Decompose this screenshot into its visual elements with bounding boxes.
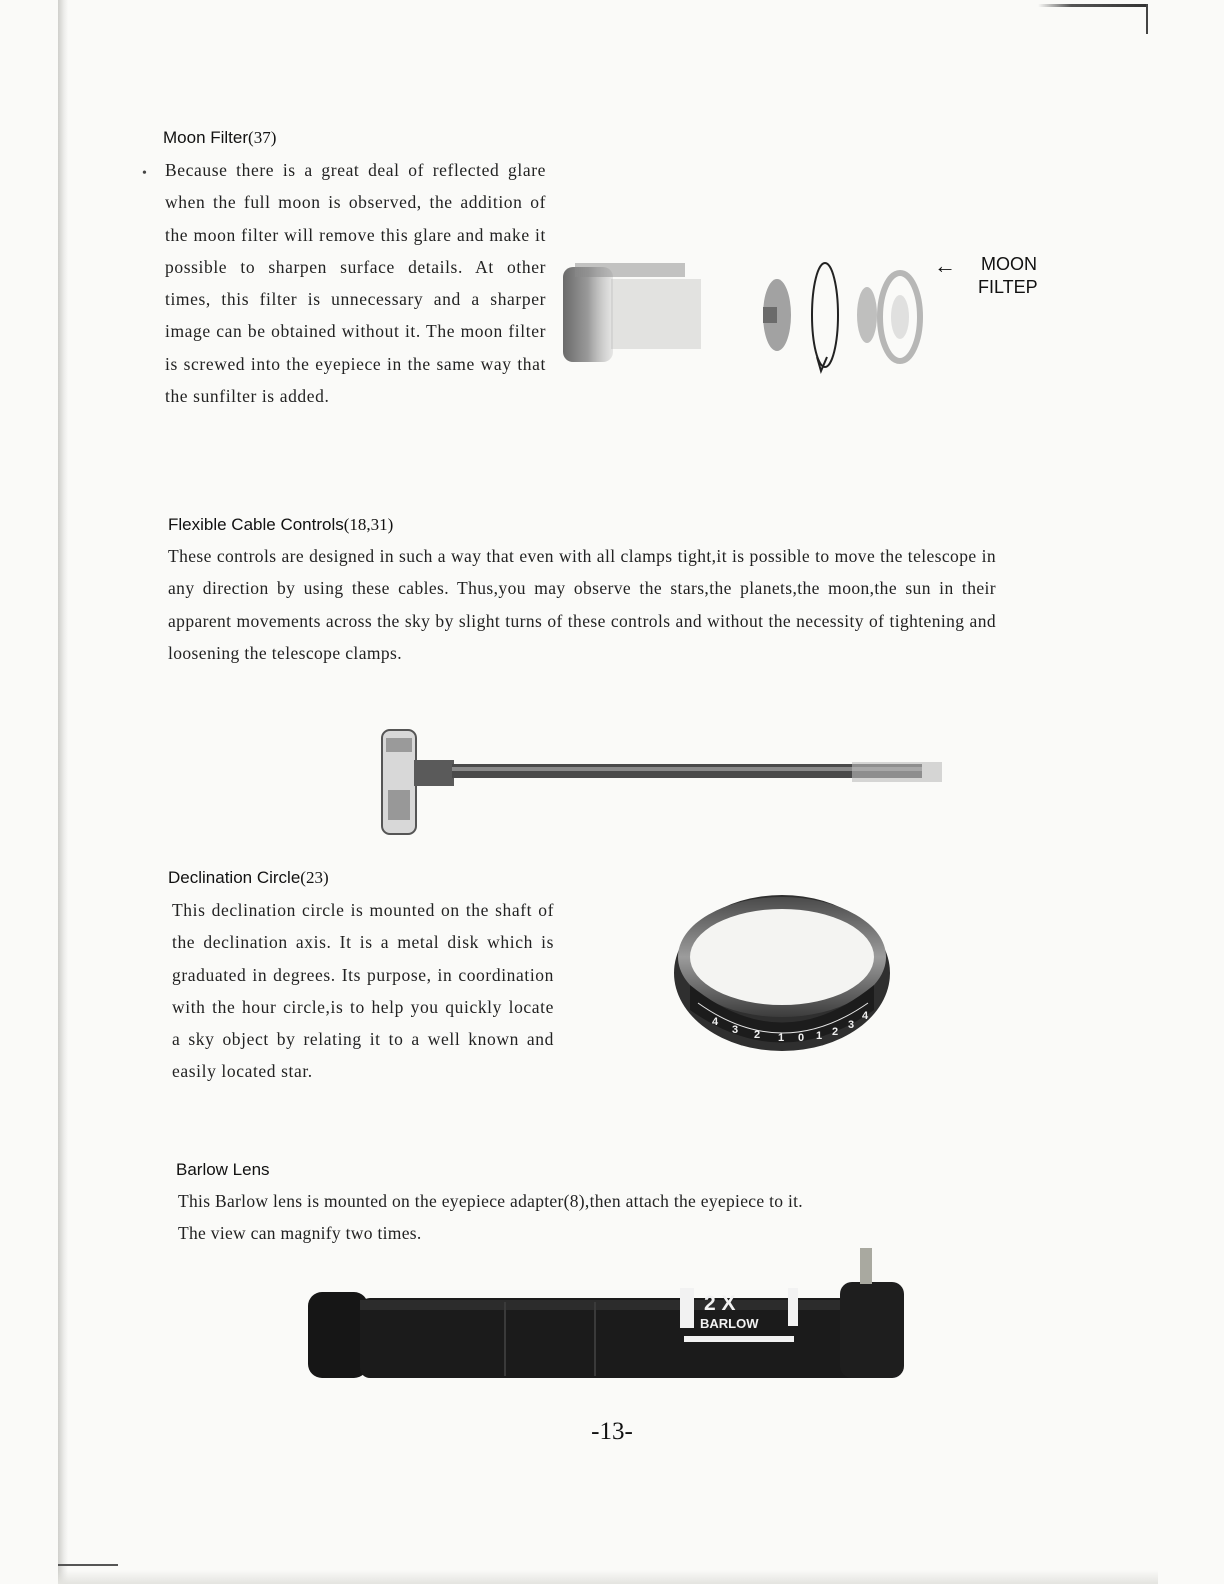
moon-filter-paragraph: Because there is a great deal of reflected glare when the full moon is observed, the addition of the moon filter will remove this glare and make it possible to sharpen surface details. At other times, this filter is unnecessary and a sharper image can be obtained without it. The moon filter is screwed into the eyepiece in the same way that the sunfilter is added.: [165, 160, 546, 407]
cable-shaft: [452, 762, 942, 782]
rotation-arrow: [812, 263, 838, 371]
filter-cell: [763, 279, 791, 351]
moon-filter-illustration: [555, 245, 945, 385]
cable-controls-ref: (18,31): [343, 515, 394, 534]
declination-title: Declination Circle: [168, 868, 301, 887]
declination-circle-illustration: [668, 885, 898, 1060]
scale-digit: 3: [732, 1024, 739, 1036]
barlow-title: Barlow Lens: [176, 1160, 270, 1179]
cable-controls-paragraph: These controls are designed in such a way that even with all clamps tight,it is possible to move the telescope in any direction by using these cables. Thus,you may observe the stars,the planets,the moon,the sun in their apparent movements across the sky by slight turns of these controls and without the necessity of tightening and loosening the telescope clamps.: [168, 546, 996, 663]
scale-digit: 0: [798, 1032, 805, 1044]
barlow-line-1: This Barlow lens is mounted on the eyepiece adapter(8),then attach the eyepiece to it.: [178, 1191, 803, 1211]
moon-filter-title: Moon Filter: [163, 128, 249, 147]
scan-edge-top: [1038, 4, 1148, 7]
cable-controls-title: Flexible Cable Controls: [168, 515, 344, 534]
scan-corner: [58, 1564, 118, 1584]
page-edge-shadow: [58, 0, 68, 1584]
scan-edge-bottom: [58, 1570, 1158, 1584]
scale-digit: 3: [848, 1019, 855, 1031]
declination-heading: [168, 868, 329, 888]
declination-ref: (23): [300, 868, 329, 887]
barlow-heading: [176, 1160, 270, 1180]
scale-digit: 1: [778, 1032, 785, 1044]
declination-paragraph: This declination circle is mounted on the shaft of the declination axis. It is a metal disk which is graduated in degrees. Its purpose, in coordination with the hour circle,is to help you quickly locate a sky object by relating it to a well known and easily located star.: [172, 900, 554, 1082]
barlow-lens-illustration: [300, 1240, 910, 1390]
scale-digit: 2: [832, 1026, 839, 1038]
moon-filter-ref: (37): [248, 128, 277, 147]
cable-control-illustration: [372, 712, 957, 847]
callout-line-1: MOON: [981, 254, 1037, 274]
moon-filter-glass: [857, 273, 920, 361]
bullet-mark: •: [142, 166, 147, 181]
barlow-mag-label: 2 X: [704, 1292, 736, 1315]
moon-filter-callout: [934, 253, 1038, 299]
barlow-tube: [308, 1248, 904, 1378]
callout-line-2: FILTEP: [978, 277, 1038, 297]
barlow-name-label: BARLOW: [700, 1316, 759, 1331]
declination-ring: [674, 895, 890, 1051]
page-number: -13-: [591, 1418, 633, 1445]
eyepiece-body: [563, 263, 701, 362]
scale-digit: 2: [754, 1029, 761, 1041]
scale-digit: 1: [816, 1030, 823, 1042]
cable-controls-heading: [168, 515, 393, 535]
callout-arrow-icon: ←: [934, 253, 956, 278]
barlow-line-2: The view can magnify two times.: [178, 1223, 422, 1244]
scale-digit: 4: [862, 1010, 869, 1022]
scale-digit: 4: [712, 1016, 719, 1028]
scan-edge-right: [1146, 4, 1148, 34]
cable-knob: [382, 730, 454, 834]
moon-filter-heading: [163, 128, 276, 148]
